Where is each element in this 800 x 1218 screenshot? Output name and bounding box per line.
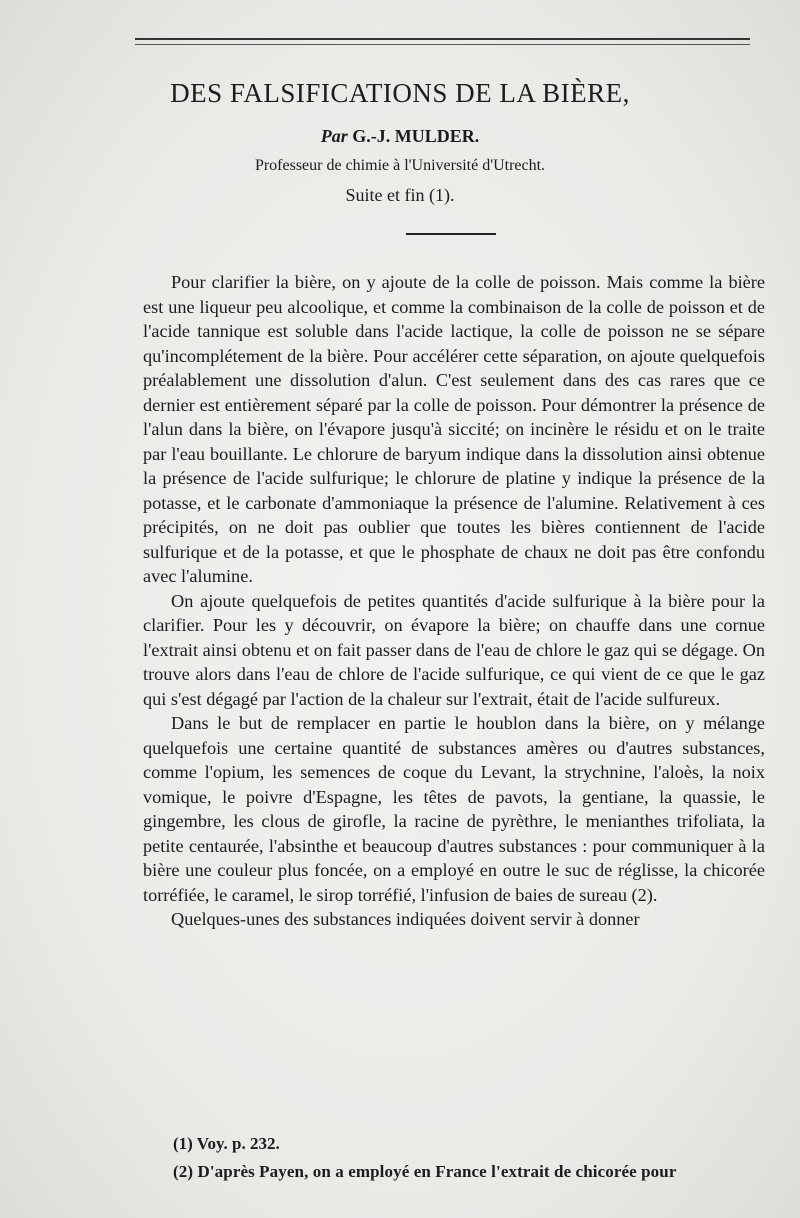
author-prefix: Par: [320, 126, 348, 146]
author-name: G.-J. MULDER.: [352, 126, 480, 146]
author-affiliation: Professeur de chimie à l'Université d'Utrecht.: [254, 157, 546, 174]
section-divider: [406, 233, 496, 235]
footnotes: [173, 1130, 773, 1186]
footnote: (1) Voy. p. 232.: [173, 1134, 280, 1153]
paragraph: Pour clarifier la bière, on y ajoute de la colle de poisson. Mais comme la bière est une liqueur peu alcoolique, et comme la combinaison de la colle de poisson et de l'acide tannique est soluble dans l'acide lactique, la colle de poisson ne se sépare qu'incomplétement de la bière. Pour accélérer cette séparation, on ajoute quelquefois préalablement une dissolution d'alun. C'est seulement dans des cas rares que ce dernier est entièrement séparé par la colle de poisson. Pour démontrer la présence de l'alun dans la bière, on l'évapore jusqu'à siccité; on incinère le résidu et on le traite par l'eau bouillante. Le chlorure de baryum indique dans la dissolution ainsi obtenue la présence de l'acide sulfurique; le chlorure de platine y indique la présence de la potasse, et le carbonate d'ammoniaque la présence de l'alumine. Relativement à ces précipités, on ne doit pas oublier que toutes les bières contiennent de l'acide sulfurique et de la potasse, et que le phosphate de chaux ne doit pas être confondu avec l'alumine.: [143, 272, 765, 586]
author-line: [0, 126, 800, 147]
footnote: (2) D'après Payen, on a employé en France l'extrait de chicorée pour: [173, 1162, 677, 1181]
paragraph: On ajoute quelquefois de petites quantités d'acide sulfurique à la bière pour la clarifier. Pour les y découvrir, on évapore la bière; on chauffe dans une cornue l'extrait ainsi obtenu et on fait passer dans de l'eau de chlore le gaz qui se dégage. On trouve alors dans l'eau de chlore de l'acide sulfurique, ce qui vient de ce que le gaz qui s'est dégagé par l'action de la chaleur sur l'extrait, était de l'acide sulfureux.: [143, 590, 765, 709]
header-rule-thin: [135, 44, 750, 45]
header-rule: [135, 38, 750, 40]
article-body: [143, 270, 765, 932]
article-title: DES FALSIFICATIONS DE LA BIÈRE,: [170, 78, 630, 108]
paragraph: Dans le but de remplacer en partie le houblon dans la bière, on y mélange quelquefois une certaine quantité de substances amères ou d'autres substances, comme l'opium, les semences de coque du Levant, la strychnine, l'aloès, la noix vomique, le poivre d'Espagne, les têtes de pavots, la gentiane, la quassie, le gingembre, les clous de girofle, la racine de pyrèthre, le menianthes trifoliata, la petite centaurée, l'absinthe et beaucoup d'autres substances : pour communiquer à la bière une couleur plus foncée, on a employé en outre le suc de réglisse, la chicorée torréfiée, le caramel, le sirop torréfié, l'infusion de baies de sureau (2).: [143, 713, 765, 905]
paragraph: Quelques-unes des substances indiquées doivent servir à donner: [171, 909, 640, 929]
article-subtitle: Suite et fin (1).: [345, 185, 455, 205]
